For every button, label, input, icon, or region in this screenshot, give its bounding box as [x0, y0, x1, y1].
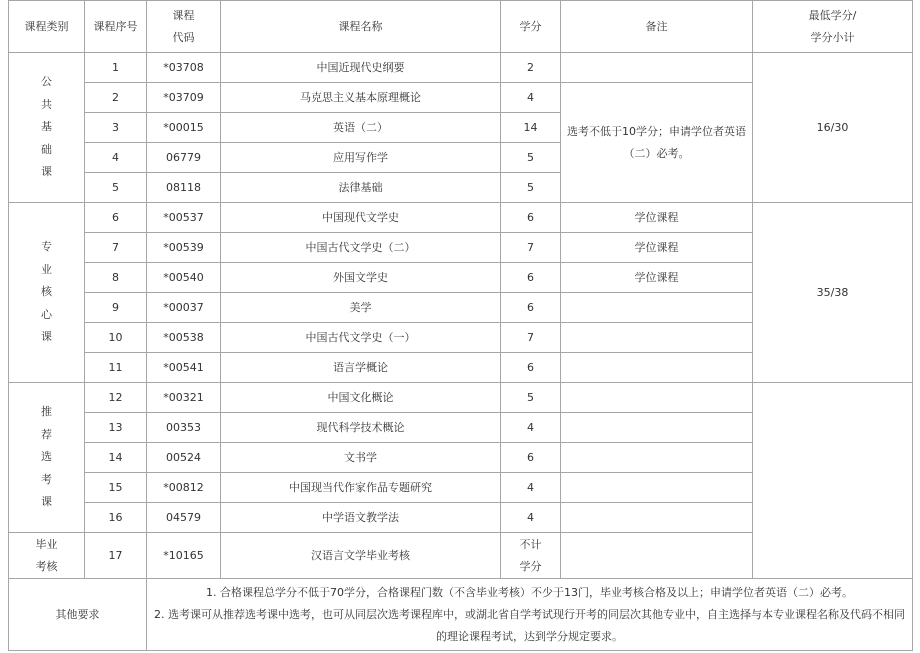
note-cell [561, 533, 753, 579]
subtotal-cell: 35/38 [753, 203, 913, 383]
credits-cell: 4 [501, 83, 561, 113]
name-cell: 应用写作学 [221, 143, 501, 173]
note-cell [561, 383, 753, 413]
code-cell: *00541 [147, 353, 221, 383]
seq-cell: 6 [85, 203, 147, 233]
name-cell: 中学语文教学法 [221, 503, 501, 533]
note-cell: 学位课程 [561, 233, 753, 263]
name-cell: 美学 [221, 293, 501, 323]
other-requirements-label: 其他要求 [9, 579, 147, 651]
seq-cell: 15 [85, 473, 147, 503]
table-row [9, 53, 913, 83]
note-cell: 学位课程 [561, 263, 753, 293]
credits-cell: 5 [501, 173, 561, 203]
seq-cell: 7 [85, 233, 147, 263]
seq-cell: 8 [85, 263, 147, 293]
other-requirements-row [9, 579, 913, 651]
note-cell [561, 353, 753, 383]
name-cell: 英语（二） [221, 113, 501, 143]
other-requirements-text [147, 579, 913, 651]
category-cell: 毕业考核 [9, 533, 85, 579]
name-cell: 外国文学史 [221, 263, 501, 293]
seq-cell: 4 [85, 143, 147, 173]
code-cell: *00037 [147, 293, 221, 323]
code-cell: *00538 [147, 323, 221, 353]
credits-cell: 6 [501, 203, 561, 233]
requirement-line-1: 1. 合格课程总学分不低于70学分，合格课程门数（不含毕业考核）不少于13门，毕业考核合格及以上；申请学位者英语（二）必考。 [206, 585, 853, 599]
note-cell [561, 413, 753, 443]
seq-cell: 3 [85, 113, 147, 143]
credits-cell: 2 [501, 53, 561, 83]
name-cell: 文书学 [221, 443, 501, 473]
seq-cell: 10 [85, 323, 147, 353]
seq-cell: 11 [85, 353, 147, 383]
name-cell: 汉语言文学毕业考核 [221, 533, 501, 579]
header-row [9, 1, 913, 53]
code-cell: *03708 [147, 53, 221, 83]
seq-cell: 5 [85, 173, 147, 203]
seq-cell: 17 [85, 533, 147, 579]
name-cell: 中国古代文学史（二） [221, 233, 501, 263]
seq-cell: 2 [85, 83, 147, 113]
header-code: 课程代码 [147, 1, 221, 53]
header-min-credits: 最低学分/学分小计 [753, 1, 913, 53]
name-cell: 中国近现代史纲要 [221, 53, 501, 83]
seq-cell: 14 [85, 443, 147, 473]
note-cell [561, 443, 753, 473]
name-cell: 法律基础 [221, 173, 501, 203]
table-row [9, 383, 913, 413]
note-cell [561, 473, 753, 503]
table-row [9, 203, 913, 233]
header-name: 课程名称 [221, 1, 501, 53]
code-cell: 08118 [147, 173, 221, 203]
code-cell: *00537 [147, 203, 221, 233]
seq-cell: 9 [85, 293, 147, 323]
code-cell: *00321 [147, 383, 221, 413]
code-cell: *03709 [147, 83, 221, 113]
seq-cell: 13 [85, 413, 147, 443]
subtotal-cell [753, 383, 913, 579]
credits-cell: 不计学分 [501, 533, 561, 579]
header-credits: 学分 [501, 1, 561, 53]
curriculum-table [8, 0, 913, 651]
category-cell: 推荐选考课 [9, 383, 85, 533]
code-cell: 06779 [147, 143, 221, 173]
credits-cell: 5 [501, 383, 561, 413]
header-category: 课程类别 [9, 1, 85, 53]
name-cell: 中国现当代作家作品专题研究 [221, 473, 501, 503]
code-cell: 04579 [147, 503, 221, 533]
code-cell: 00353 [147, 413, 221, 443]
credits-cell: 6 [501, 353, 561, 383]
credits-cell: 4 [501, 503, 561, 533]
header-seq: 课程序号 [85, 1, 147, 53]
name-cell: 中国古代文学史（一） [221, 323, 501, 353]
credits-cell: 7 [501, 233, 561, 263]
credits-cell: 4 [501, 413, 561, 443]
code-cell: 00524 [147, 443, 221, 473]
credits-cell: 6 [501, 263, 561, 293]
name-cell: 中国现代文学史 [221, 203, 501, 233]
code-cell: *00015 [147, 113, 221, 143]
note-cell: 选考不低于10学分；申请学位者英语（二）必考。 [561, 83, 753, 203]
credits-cell: 14 [501, 113, 561, 143]
credits-cell: 7 [501, 323, 561, 353]
header-notes: 备注 [561, 1, 753, 53]
note-cell [561, 293, 753, 323]
name-cell: 中国文化概论 [221, 383, 501, 413]
code-cell: *00812 [147, 473, 221, 503]
name-cell: 现代科学技术概论 [221, 413, 501, 443]
seq-cell: 1 [85, 53, 147, 83]
credits-cell: 6 [501, 293, 561, 323]
category-cell: 专业核心课 [9, 203, 85, 383]
seq-cell: 16 [85, 503, 147, 533]
subtotal-cell: 16/30 [753, 53, 913, 203]
credits-cell: 4 [501, 473, 561, 503]
credits-cell: 6 [501, 443, 561, 473]
code-cell: *00540 [147, 263, 221, 293]
note-cell: 学位课程 [561, 203, 753, 233]
credits-cell: 5 [501, 143, 561, 173]
name-cell: 语言学概论 [221, 353, 501, 383]
note-cell [561, 53, 753, 83]
category-cell: 公共基础课 [9, 53, 85, 203]
code-cell: *10165 [147, 533, 221, 579]
name-cell: 马克思主义基本原理概论 [221, 83, 501, 113]
note-cell [561, 323, 753, 353]
code-cell: *00539 [147, 233, 221, 263]
note-cell [561, 503, 753, 533]
seq-cell: 12 [85, 383, 147, 413]
requirement-line-2: 2. 选考课可从推荐选考课中选考，也可从同层次选考课程库中，或湖北省自学考试现行开考的同层次其他专业中，自主选择与本专业课程名称及代码不相同的理论课程考试，达到学分规定要求。 [154, 607, 905, 643]
